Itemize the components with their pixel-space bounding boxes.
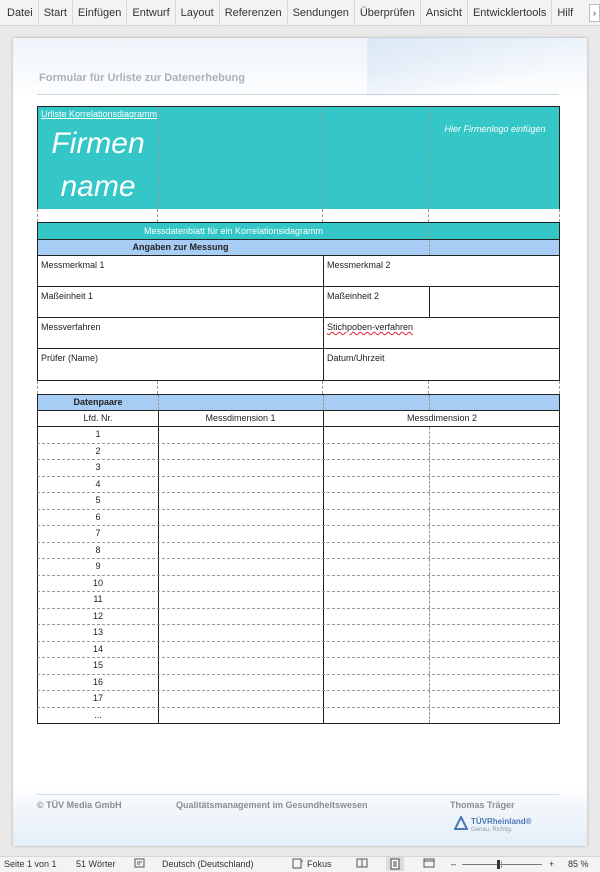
cell-dim2[interactable] xyxy=(324,543,560,559)
field-einheit2[interactable]: Maßeinheit 2 xyxy=(327,291,380,301)
table-row xyxy=(37,460,560,477)
row-number: 4 xyxy=(95,478,101,489)
grid-line xyxy=(323,256,324,286)
focus-label[interactable]: Fokus xyxy=(307,859,332,869)
form-table xyxy=(37,106,560,724)
cell-dim1[interactable] xyxy=(159,493,323,509)
print-layout-icon[interactable] xyxy=(386,857,404,871)
link-title[interactable]: Urliste Korrelationsdiagramm xyxy=(41,109,158,119)
data-rows xyxy=(37,427,560,724)
data-title-row xyxy=(37,394,560,411)
cell-dim2[interactable] xyxy=(324,609,560,625)
field-merkmal2[interactable]: Messmerkmal 2 xyxy=(327,260,391,270)
grid-line xyxy=(323,107,324,209)
footer-divider xyxy=(37,794,559,795)
tab-hilfe[interactable]: Hilf xyxy=(557,6,574,19)
footer-center: Qualitätsmanagement im Gesundheitswesen xyxy=(176,800,368,810)
page-count[interactable]: Seite 1 von 1 xyxy=(4,859,57,869)
footer-band xyxy=(13,786,587,846)
cell-dim2[interactable] xyxy=(324,526,560,542)
grid-line xyxy=(429,107,430,209)
header-band xyxy=(13,38,587,96)
tab-referenzen[interactable]: Referenzen xyxy=(220,0,288,26)
grid-line xyxy=(322,209,323,222)
cell-dim1[interactable] xyxy=(159,642,323,658)
header-title: Formular für Urliste zur Datenerhebung xyxy=(39,72,245,84)
field-merkmal1[interactable]: Messmerkmal 1 xyxy=(41,260,105,270)
field-datum[interactable]: Datum/Uhrzeit xyxy=(327,353,385,363)
zoom-slider[interactable] xyxy=(462,864,542,865)
cell-dim2[interactable] xyxy=(324,427,560,443)
header-divider xyxy=(37,94,559,95)
field-row-pruefer xyxy=(37,349,560,381)
field-einheit1[interactable]: Maßeinheit 1 xyxy=(41,291,94,301)
table-row xyxy=(37,477,560,494)
table-row xyxy=(37,510,560,527)
tab-entwicklertools[interactable]: Entwicklertools xyxy=(468,0,552,26)
cell-dim1[interactable] xyxy=(159,592,323,608)
word-count[interactable]: 51 Wörter xyxy=(76,859,116,869)
cell-dim2[interactable] xyxy=(324,691,560,707)
cell-dim1[interactable] xyxy=(159,510,323,526)
grid-line xyxy=(429,240,430,255)
cell-dim1[interactable] xyxy=(159,658,323,674)
tab-einfuegen[interactable]: Einfügen xyxy=(73,0,127,26)
sheet-title: Messdatenblatt für ein Korrelationsidagramm xyxy=(143,226,324,236)
table-row xyxy=(37,576,560,593)
field-row-merkmal xyxy=(37,256,560,287)
cell-dim2[interactable] xyxy=(324,625,560,641)
table-row xyxy=(37,642,560,659)
focus-icon[interactable] xyxy=(292,858,304,871)
table-row xyxy=(37,691,560,708)
row-number: 7 xyxy=(95,528,101,538)
cell-dim2[interactable] xyxy=(324,460,560,476)
tab-sendungen[interactable]: Sendungen xyxy=(288,0,355,26)
cell-dim1[interactable] xyxy=(159,609,323,625)
grid-line xyxy=(559,381,560,394)
cell-dim2[interactable] xyxy=(324,708,560,724)
table-row xyxy=(37,427,560,444)
tuv-logo-icon xyxy=(454,816,468,830)
row-number: 1 xyxy=(95,429,101,439)
zoom-out-button[interactable]: – xyxy=(451,859,457,869)
ribbon-tabs xyxy=(0,0,600,26)
table-row xyxy=(37,658,560,675)
tab-start[interactable]: Start xyxy=(39,0,73,26)
cell-dim2[interactable] xyxy=(324,444,560,460)
grid-line xyxy=(323,395,324,410)
tab-ansicht[interactable]: Ansicht xyxy=(421,0,468,26)
cell-dim2[interactable] xyxy=(324,592,560,608)
cell-dim2[interactable] xyxy=(324,576,560,592)
cell-dim1[interactable] xyxy=(159,708,323,724)
spacer-row xyxy=(37,209,560,222)
tab-layout[interactable]: Layout xyxy=(176,0,220,26)
row-number: 15 xyxy=(92,660,103,670)
zoom-slider-thumb[interactable] xyxy=(497,860,500,869)
cell-dim2[interactable] xyxy=(324,559,560,575)
grid-line xyxy=(429,223,430,239)
cell-dim1[interactable] xyxy=(159,444,323,460)
cell-dim1[interactable] xyxy=(159,427,323,443)
row-number: 16 xyxy=(92,676,103,687)
logo-wordmark: TÜVRheinland® xyxy=(471,817,532,826)
field-stichprobe[interactable]: Stichpoben-verfahren xyxy=(327,322,414,332)
grid-line xyxy=(428,381,429,394)
row-number: 14 xyxy=(92,643,103,654)
grid-line xyxy=(158,395,159,410)
row-number: 8 xyxy=(95,544,101,555)
cell-dim1[interactable] xyxy=(159,576,323,592)
tab-entwurf[interactable]: Entwurf xyxy=(127,0,175,26)
grid-line xyxy=(157,381,158,394)
row-number: 6 xyxy=(95,511,101,522)
cell-dim1[interactable] xyxy=(159,559,323,575)
cell-dim2[interactable] xyxy=(324,510,560,526)
footer-left: © TÜV Media GmbH xyxy=(37,800,122,810)
logo-placeholder: Hier Firmenlogo einfügen xyxy=(444,124,546,134)
cell-dim1[interactable] xyxy=(159,477,323,493)
row-number: 17 xyxy=(92,693,103,703)
grid-line xyxy=(428,209,429,222)
grid-line xyxy=(158,107,159,209)
grid-line xyxy=(559,209,560,222)
row-number: 11 xyxy=(93,594,103,604)
row-number: 2 xyxy=(95,445,101,456)
data-title: Datenpaare xyxy=(73,397,123,407)
proofing-icon[interactable] xyxy=(134,858,146,871)
web-layout-icon[interactable] xyxy=(423,858,435,871)
tab-ueberpruefen[interactable]: Überprüfen xyxy=(355,0,421,26)
cell-dim2[interactable] xyxy=(324,493,560,509)
grid-line xyxy=(323,318,324,348)
grid-line xyxy=(37,209,38,222)
table-row xyxy=(37,559,560,576)
grid-line xyxy=(323,349,324,380)
row-number: 12 xyxy=(92,610,103,621)
field-pruefer[interactable]: Prüfer (Name) xyxy=(41,353,99,363)
table-row xyxy=(37,675,560,692)
cell-dim1[interactable] xyxy=(159,543,323,559)
column-header-dim2: Messdimension 2 xyxy=(406,413,478,423)
row-number: ... xyxy=(94,709,102,720)
cell-dim2[interactable] xyxy=(324,675,560,691)
cell-dim1[interactable] xyxy=(159,526,323,542)
table-row xyxy=(37,592,560,609)
row-number: 9 xyxy=(95,561,101,571)
row-number: 3 xyxy=(95,462,101,472)
cell-dim1[interactable] xyxy=(159,675,323,691)
read-mode-icon[interactable] xyxy=(356,858,368,871)
section-title-row xyxy=(37,239,560,256)
cell-dim1[interactable] xyxy=(159,625,323,641)
firm-name-line2: name xyxy=(60,170,136,203)
sheet-title-row xyxy=(37,222,560,239)
grid-line xyxy=(429,287,430,317)
logo-tagline: Genau. Richtig. xyxy=(471,827,513,833)
cell-dim2[interactable] xyxy=(324,642,560,658)
row-number: 10 xyxy=(92,577,103,588)
spacer-row xyxy=(37,381,560,394)
table-row xyxy=(37,609,560,626)
grid-line xyxy=(157,209,158,222)
footer-right: Thomas Träger xyxy=(450,800,515,810)
grid-line xyxy=(429,395,430,410)
field-row-verfahren xyxy=(37,318,560,349)
table-row xyxy=(37,708,560,725)
company-block xyxy=(37,106,560,209)
tab-datei[interactable]: Datei xyxy=(0,0,39,26)
language[interactable]: Deutsch (Deutschland) xyxy=(162,859,254,869)
column-header-row xyxy=(37,411,560,427)
chevron-right-icon[interactable]: › xyxy=(589,4,600,22)
column-header-dim1: Messdimension 1 xyxy=(205,413,276,423)
grid-line xyxy=(37,381,38,394)
field-row-einheit xyxy=(37,287,560,318)
column-header-lfd: Lfd. Nr. xyxy=(83,413,113,423)
row-number: 13 xyxy=(92,627,103,637)
grid-line xyxy=(323,287,324,317)
table-row xyxy=(37,444,560,461)
table-row xyxy=(37,543,560,560)
zoom-in-button[interactable]: + xyxy=(549,859,555,869)
document-page[interactable] xyxy=(13,38,587,846)
section-title: Angaben zur Messung xyxy=(132,242,229,252)
zoom-slider-center-tick xyxy=(501,861,502,868)
firm-name-line1: Firmen xyxy=(51,127,145,160)
cell-dim2[interactable] xyxy=(324,658,560,674)
cell-dim1[interactable] xyxy=(159,460,323,476)
table-row xyxy=(37,493,560,510)
row-number: 5 xyxy=(95,495,101,505)
cell-dim1[interactable] xyxy=(159,691,323,707)
zoom-level[interactable]: 85 % xyxy=(568,859,589,869)
status-bar xyxy=(0,856,600,872)
grid-line xyxy=(322,381,323,394)
table-row xyxy=(37,526,560,543)
field-verfahren[interactable]: Messverfahren xyxy=(41,322,101,332)
cell-dim2[interactable] xyxy=(324,477,560,493)
table-row xyxy=(37,625,560,642)
